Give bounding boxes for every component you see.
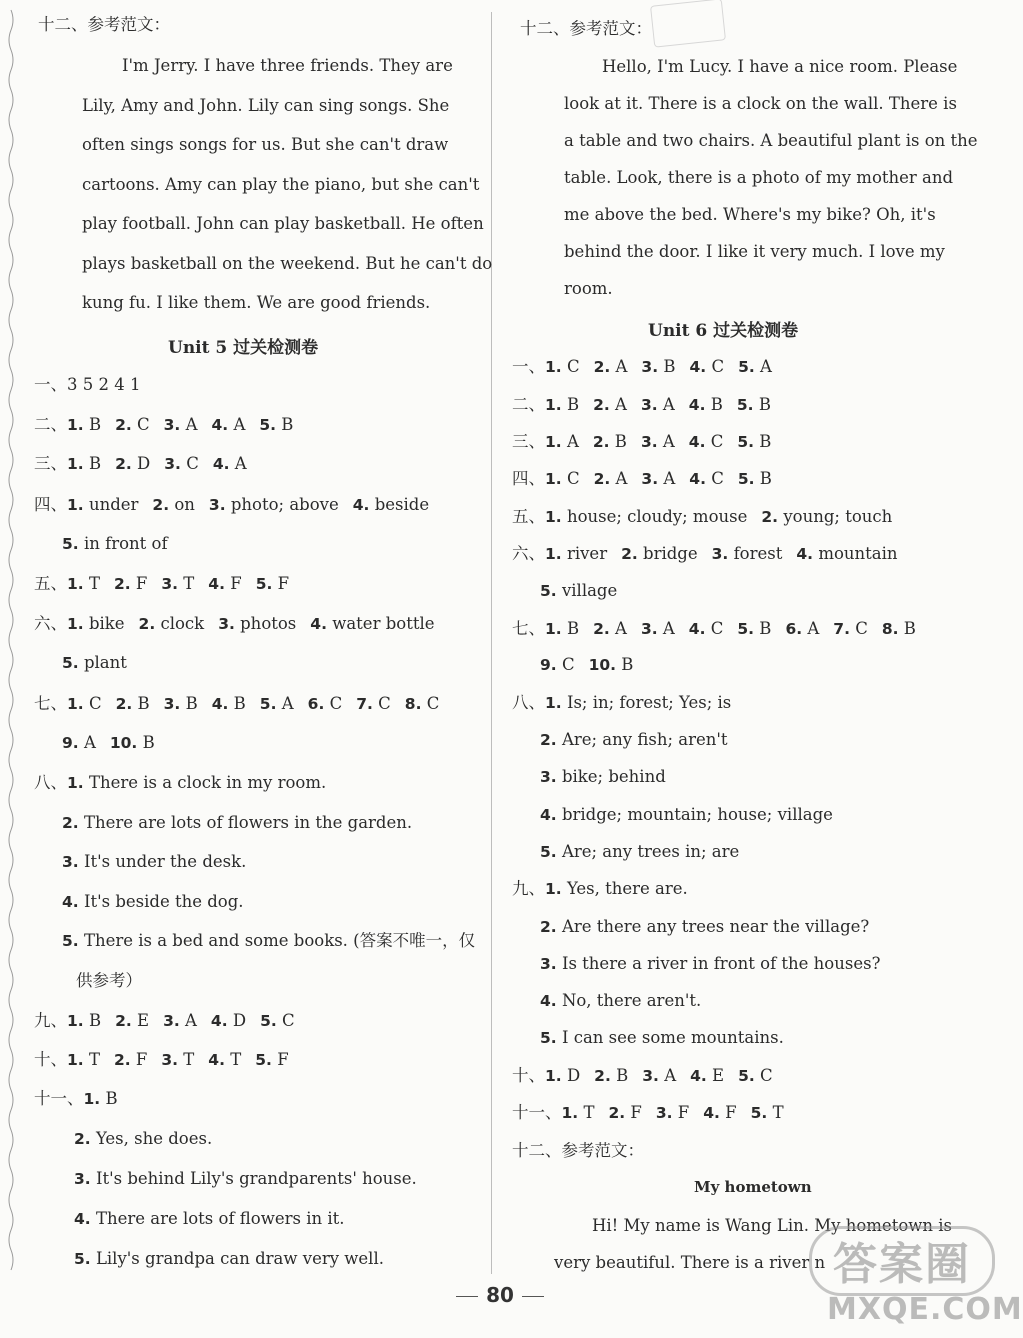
answer-row: 4. There are lots of flowers in it. bbox=[74, 1209, 345, 1228]
answer-item: 3. B bbox=[641, 357, 676, 376]
answer-item: 5. in front of bbox=[62, 534, 168, 553]
essay-line: behind the door. I like it very much. I love my bbox=[564, 242, 945, 261]
answer-item: 10. B bbox=[109, 733, 155, 752]
stamp-logo bbox=[650, 0, 726, 48]
answer-item: 5. B bbox=[737, 432, 772, 451]
answer-item: 2. A bbox=[593, 395, 627, 414]
answer-row: 2. Are there any trees near the village? bbox=[540, 917, 870, 936]
answer-item: 1. T bbox=[67, 574, 100, 593]
answer-row bbox=[540, 580, 631, 602]
answer-item: 3. A bbox=[640, 619, 675, 638]
answer-item: 1. T bbox=[67, 1050, 100, 1069]
answer-row: 三、1. B 2. D 3. C 4. A bbox=[34, 454, 247, 473]
answer-item: 8. B bbox=[881, 619, 916, 638]
answer-item: 3. F bbox=[655, 1103, 690, 1122]
answer-item: 4. C bbox=[689, 469, 724, 488]
answer-item: 1. river bbox=[545, 544, 608, 563]
answer-item: 1. B bbox=[67, 454, 102, 473]
essay-line: Hello, I'm Lucy. I have a nice room. Please bbox=[602, 57, 958, 76]
unit-title: Unit 5 过关检测卷 bbox=[168, 338, 319, 358]
answer-row: 5. Are; any trees in; are bbox=[540, 842, 740, 861]
answer-item: 2. F bbox=[608, 1103, 642, 1122]
answer-item: 4. C bbox=[689, 357, 725, 376]
answer-row: 九、1. Yes, there are. bbox=[512, 879, 688, 898]
essay-line: me above the bed. Where's my bike? Oh, it's bbox=[564, 205, 936, 224]
answer-item: 4. B bbox=[688, 395, 723, 414]
answer-item: 5. C bbox=[738, 1066, 773, 1085]
essay-line: Lily, Amy and John. Lily can sing songs. She bbox=[82, 96, 450, 115]
answer-item: 5. F bbox=[255, 1050, 289, 1069]
answer-item: 3. B bbox=[163, 694, 198, 713]
answer-item: 1. B bbox=[67, 415, 102, 434]
answer-item: 7. C bbox=[356, 694, 391, 713]
answer-row: 供参考） bbox=[76, 971, 142, 990]
answer-row: 3. bike; behind bbox=[540, 767, 666, 786]
answer-row: 4. It's beside the dog. bbox=[62, 892, 244, 911]
answer-item: 10. B bbox=[588, 655, 634, 674]
answer-item: 4. A bbox=[212, 454, 247, 473]
answer-row: 五、1. T 2. F 3. T 4. F 5. F bbox=[34, 574, 290, 593]
answer-row: 3. It's under the desk. bbox=[62, 852, 247, 871]
essay-line: cartoons. Amy can play the piano, but she can't bbox=[82, 175, 480, 194]
answer-item: 3. photo; above bbox=[208, 495, 339, 514]
answer-item: 6. A bbox=[785, 619, 820, 638]
answer-item: 3. A bbox=[641, 469, 676, 488]
answer-item: 2. F bbox=[113, 1050, 148, 1069]
answer-item: 3. photos bbox=[218, 614, 297, 633]
answer-item: 2. A bbox=[593, 469, 628, 488]
answer-item: 4. C bbox=[688, 619, 724, 638]
answer-item: 1. house; cloudy; mouse bbox=[545, 507, 748, 526]
answer-row: 二、1. B 2. A 3. A 4. B 5. B bbox=[512, 395, 771, 414]
answer-item: 3. forest bbox=[711, 544, 783, 563]
answer-row bbox=[62, 533, 182, 555]
answer-item: 9. A bbox=[62, 733, 96, 752]
answer-item: 4. D bbox=[210, 1011, 247, 1030]
answer-item: 1. C bbox=[545, 357, 580, 376]
answer-item: 4. beside bbox=[352, 495, 430, 514]
answer-item: 2. young; touch bbox=[761, 507, 893, 526]
page-number: 80 bbox=[0, 1283, 1000, 1307]
answer-item: 1. B bbox=[545, 619, 580, 638]
answer-row: 2. Are; any fish; aren't bbox=[540, 730, 728, 749]
essay-label: 十二、参考范文： bbox=[512, 1141, 644, 1160]
answer-row: 三、1. A 2. B 3. A 4. C 5. B bbox=[512, 432, 772, 451]
answer-item: 1. B bbox=[545, 395, 580, 414]
answer-row: 四、1. C 2. A 3. A 4. C 5. B bbox=[512, 469, 772, 488]
essay-line: kung fu. I like them. We are good friends. bbox=[82, 293, 431, 312]
answer-item: 1. A bbox=[545, 432, 579, 451]
answer-row: 2. Yes, she does. bbox=[74, 1129, 213, 1148]
essay-line: a table and two chairs. A beautiful plant is on the bbox=[564, 131, 978, 150]
answer-row: 二、1. B 2. C 3. A 4. A 5. B bbox=[34, 415, 294, 434]
answer-row: 5. I can see some mountains. bbox=[540, 1028, 784, 1047]
answer-row: 一、1. C 2. A 3. B 4. C 5. A bbox=[512, 357, 772, 376]
answer-item: 5. C bbox=[260, 1011, 295, 1030]
answer-item: 2. F bbox=[113, 574, 148, 593]
answer-item: 1. T bbox=[561, 1103, 595, 1122]
essay-line: play football. John can play basketball. He often bbox=[82, 214, 484, 233]
answer-item: 5. B bbox=[737, 619, 772, 638]
answer-item: 5. B bbox=[737, 469, 772, 488]
answer-row: 七、1. B 2. A 3. A 4. C 5. B 6. A 7. C 8. B bbox=[512, 619, 916, 638]
answer-row: 六、1. bike 2. clock 3. photos 4. water bottle bbox=[34, 614, 435, 633]
answer-item: 1. C bbox=[545, 469, 580, 488]
answer-item: 5. A bbox=[259, 694, 294, 713]
answer-row bbox=[62, 732, 169, 754]
answer-item: 2. A bbox=[593, 357, 628, 376]
watermark-logo: 答案圈 MXQE.COM bbox=[805, 1226, 995, 1331]
answer-row: 2. There are lots of flowers in the garden. bbox=[62, 813, 413, 832]
answer-item: 2. B bbox=[594, 1066, 629, 1085]
answer-row: 3. It's behind Lily's grandparents' house. bbox=[74, 1169, 417, 1188]
answer-row: 七、1. C 2. B 3. B 4. B 5. A 6. C 7. C 8. C bbox=[34, 694, 440, 713]
answer-row: 五、1. house; cloudy; mouse 2. young; touch bbox=[512, 507, 893, 526]
answer-item: 6. C bbox=[307, 694, 343, 713]
answer-row: 四、1. under 2. on 3. photo; above 4. beside bbox=[34, 495, 430, 514]
answer-item: 2. B bbox=[592, 432, 627, 451]
essay-line: table. Look, there is a photo of my mother and bbox=[564, 168, 954, 187]
answer-item: 3. T bbox=[161, 574, 195, 593]
answer-item: 2. D bbox=[115, 454, 151, 473]
answer-row: 十、1. D 2. B 3. A 4. E 5. C bbox=[512, 1066, 773, 1085]
answer-row: 九、1. B 2. E 3. A 4. D 5. C bbox=[34, 1011, 295, 1030]
answer-item: 4. mountain bbox=[796, 544, 898, 563]
essay-line: I'm Jerry. I have three friends. They are bbox=[122, 56, 453, 75]
answer-item: 3. T bbox=[161, 1050, 195, 1069]
answer-item: 4. F bbox=[703, 1103, 737, 1122]
answer-row: 5. Lily's grandpa can draw very well. bbox=[74, 1249, 384, 1268]
answer-item: 5. A bbox=[738, 357, 772, 376]
answer-item: 2. E bbox=[115, 1011, 150, 1030]
answer-item: 3. A bbox=[163, 415, 198, 434]
answer-item: 4. C bbox=[688, 432, 724, 451]
answer-item: 5. B bbox=[259, 415, 294, 434]
answer-item: 2. C bbox=[115, 415, 150, 434]
answer-item: 5. village bbox=[540, 581, 618, 600]
answer-row: 3. Is there a river in front of the houses? bbox=[540, 954, 881, 973]
answer-item: 1. bike bbox=[67, 614, 125, 633]
essay-line: Hi! My name is Wang Lin. My hometown is bbox=[592, 1216, 952, 1235]
essay-title: My hometown bbox=[694, 1178, 812, 1196]
answer-row bbox=[540, 654, 647, 676]
answer-row: 十一、1. T 2. F 3. F 4. F 5. T bbox=[512, 1103, 784, 1122]
answer-item: 8. C bbox=[404, 694, 440, 713]
answer-item: 5. plant bbox=[62, 653, 127, 672]
answer-item: 4. A bbox=[211, 415, 246, 434]
answer-item: 1. C bbox=[67, 694, 102, 713]
answer-item: 4. T bbox=[208, 1050, 242, 1069]
answer-item: 7. C bbox=[833, 619, 868, 638]
answer-item: 1. D bbox=[545, 1066, 581, 1085]
answer-item: 5. F bbox=[255, 574, 290, 593]
answer-row: 六、1. river 2. bridge 3. forest 4. mountain bbox=[512, 544, 898, 563]
answer-row: 八、1. There is a clock in my room. bbox=[34, 773, 327, 792]
answer-row: 十、1. T 2. F 3. T 4. T 5. F bbox=[34, 1050, 289, 1069]
answer-item: 2. on bbox=[152, 495, 195, 514]
column-divider bbox=[491, 12, 492, 1274]
unit-title: Unit 6 过关检测卷 bbox=[648, 321, 799, 341]
answer-item: 2. clock bbox=[138, 614, 205, 633]
answer-item: 3. A bbox=[163, 1011, 197, 1030]
essay-line: plays basketball on the weekend. But he can't do bbox=[82, 254, 493, 273]
answer-row: 4. bridge; mountain; house; village bbox=[540, 805, 833, 824]
essay-line: room. bbox=[564, 279, 613, 298]
answer-row: 5. There is a bed and some books. (答案不唯一，仅 bbox=[62, 931, 476, 950]
essay-line: often sings songs for us. But she can't draw bbox=[82, 135, 449, 154]
answer-item: 2. A bbox=[593, 619, 627, 638]
answer-item: 1. under bbox=[67, 495, 139, 514]
binding-edge-decoration bbox=[6, 10, 16, 1280]
answer-item: 4. water bottle bbox=[310, 614, 435, 633]
answer-row: 4. No, there aren't. bbox=[540, 991, 702, 1010]
answer-row: 八、1. Is; in; forest; Yes; is bbox=[512, 693, 732, 712]
answer-item: 2. B bbox=[115, 694, 150, 713]
answer-row: 十一、1. B bbox=[34, 1089, 118, 1108]
answer-item: 9. C bbox=[540, 655, 575, 674]
answer-item: 4. E bbox=[690, 1066, 725, 1085]
answer-item: 4. B bbox=[211, 694, 246, 713]
answer-item: 5. B bbox=[736, 395, 771, 414]
essay-label: 十二、参考范文： bbox=[38, 15, 170, 34]
answer-item: 4. F bbox=[208, 574, 242, 593]
answer-item: 3. A bbox=[640, 432, 675, 451]
answer-item: 1. B bbox=[67, 1011, 102, 1030]
answer-item: 3. A bbox=[640, 395, 675, 414]
answer-row bbox=[62, 652, 141, 674]
answer-item: 3. C bbox=[164, 454, 199, 473]
essay-label: 十二、参考范文： bbox=[520, 19, 652, 38]
essay-line: look at it. There is a clock on the wall. There is bbox=[564, 94, 957, 113]
answer-item: 2. bridge bbox=[621, 544, 698, 563]
essay-line: very beautiful. There is a river n bbox=[554, 1253, 826, 1272]
answer-row: 一、3 5 2 4 1 bbox=[34, 375, 141, 394]
answer-item: 3. A bbox=[642, 1066, 677, 1085]
answer-item: 5. T bbox=[750, 1103, 784, 1122]
